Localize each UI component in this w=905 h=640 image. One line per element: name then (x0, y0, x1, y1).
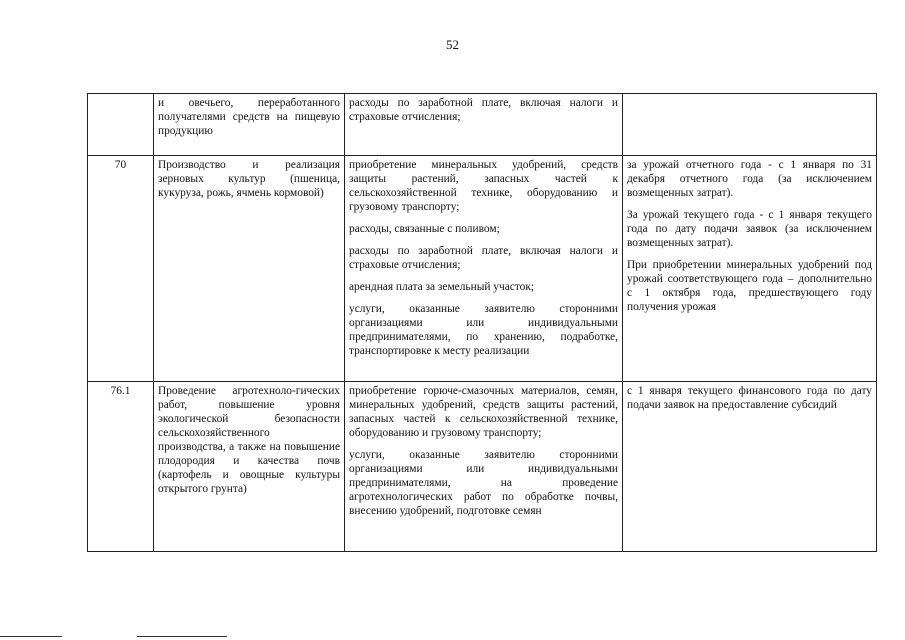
period-cell (623, 94, 877, 156)
cost-item: услуги, оказанные заявителю сторонними организациями или индивидуальными предпринимателями, на проведение агротехнологических работ по обработке почвы, внесению удобрений, подготовке семян (349, 449, 618, 517)
subsidy-table (87, 93, 877, 552)
table-row (88, 382, 877, 552)
costs-cell (345, 94, 623, 156)
row-number-cell: 76.1 (88, 382, 154, 552)
cost-item: расходы по заработной плате, включая налоги и страховые отчисления; (349, 97, 618, 123)
costs-cell (345, 382, 623, 552)
table-row (88, 156, 877, 382)
footer-rule-right (137, 636, 227, 637)
cost-item: расходы, связанные с поливом; (349, 223, 500, 235)
activity-name-text: и овечьего, переработанного получателями средств на пищевую продукцию (158, 97, 340, 137)
activity-name-text: Проведение агротехноло-гических работ, повышение уровня экологической безопасности сельскохозяйственного производства, а также на повышение плодородия и качества почв (картофель и овощные культуры открытого грунта) (158, 385, 340, 495)
activity-name-cell (154, 156, 345, 382)
activity-name-text: Производство и реализация зерновых культур (пшеница, кукуруза, рожь, ячмень кормовой) (158, 159, 340, 199)
row-number-cell: 70 (88, 156, 154, 382)
cost-item: расходы по заработной плате, включая налоги и страховые отчисления; (349, 245, 618, 271)
period-item: При приобретении минеральных удобрений под урожай соответствующего года – дополнительно с 1 октября года, предшествующего году получения урожая (627, 259, 872, 313)
activity-name-cell (154, 382, 345, 552)
cost-item: услуги, оказанные заявителю сторонними организациями или индивидуальными предпринимателями, по хранению, подработке, транспортировке к месту реализации (349, 303, 618, 357)
period-item: За урожай текущего года - с 1 января текущего года по дату подачи заявок (за исключением возмещенных затрат). (627, 209, 872, 249)
period-cell (623, 156, 877, 382)
activity-name-cell (154, 94, 345, 156)
page-number: 52 (446, 37, 459, 52)
cost-item: приобретение горюче-смазочных материалов, семян, минеральных удобрений, средств защиты растений, запасных частей к сельскохозяйственной технике, оборудованию и грузовому транспорту; (349, 385, 618, 439)
footer-rule-left (0, 636, 62, 637)
costs-cell (345, 156, 623, 382)
row-number-cell (88, 94, 154, 156)
period-item: за урожай отчетного года - с 1 января по 31 декабря отчетного года (за исключением возмещенных затрат). (627, 159, 872, 199)
cost-item: арендная плата за земельный участок; (349, 281, 535, 293)
period-item: с 1 января текущего финансового года по дату подачи заявок на предоставление субсидий (627, 385, 872, 411)
table-row (88, 94, 877, 156)
period-cell (623, 382, 877, 552)
cost-item: приобретение минеральных удобрений, средств защиты растений, запасных частей к сельскохозяйственной технике, оборудованию и грузовому транспорту; (349, 159, 618, 213)
